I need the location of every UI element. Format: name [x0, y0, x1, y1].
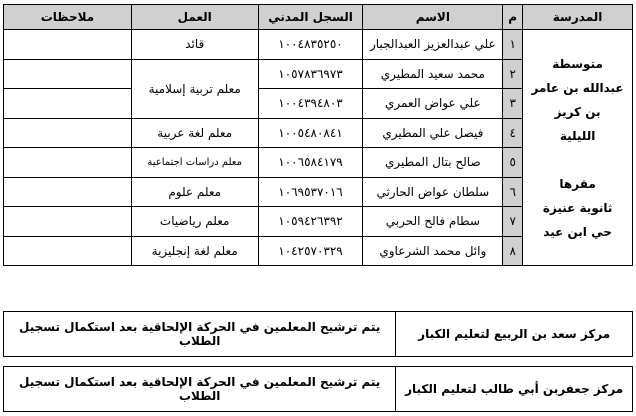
job-title: قائد	[131, 30, 258, 60]
civil-id: ١٠٠٥٤٨٠٨٤١	[258, 118, 363, 148]
center-row	[4, 312, 633, 357]
header-job: العمل	[131, 5, 258, 30]
row-number: ٣	[503, 89, 523, 119]
school-line: مقرها	[559, 176, 596, 191]
job-title: معلم تربية إسلامية	[131, 59, 258, 118]
center-name: مركز سعد بن الربيع لتعليم الكبار	[396, 312, 633, 357]
civil-id: ١٠٠٤٨٣٥٢٥٠	[258, 30, 363, 60]
header-school: المدرسة	[523, 5, 633, 30]
school-line: بن كريز	[554, 104, 601, 119]
row-number: ٥	[503, 148, 523, 178]
notes-cell	[4, 236, 132, 266]
center-name: مركز جعفربن أبي طالب لتعليم الكبار	[396, 367, 633, 412]
header-row	[4, 5, 633, 30]
school-cell	[523, 30, 633, 266]
school-line: متوسطة	[552, 56, 603, 71]
notes-cell	[4, 30, 132, 60]
civil-id: ١٠٠٤٣٩٤٨٠٣	[258, 89, 363, 119]
notes-cell	[4, 148, 132, 178]
staff-name: فيصل علي المطيري	[363, 118, 503, 148]
header-civil-id: السجل المدني	[258, 5, 363, 30]
staff-name: علي عواض العمري	[363, 89, 503, 119]
header-num: م	[503, 5, 523, 30]
civil-id: ١٠٥٩٤٢٦٣٩٢	[258, 207, 363, 237]
job-title: معلم دراسات اجتماعية	[131, 148, 258, 178]
row-number: ١	[503, 30, 523, 60]
center-row	[4, 367, 633, 412]
civil-id: ١٠٦٩٥٣٧٠١٦	[258, 177, 363, 207]
school-line: الليلية	[559, 128, 596, 143]
job-title: معلم لغة إنجليزية	[131, 236, 258, 266]
notes-cell	[4, 177, 132, 207]
header-name: الاسم	[363, 5, 503, 30]
row-number: ٢	[503, 59, 523, 89]
row-number: ٤	[503, 118, 523, 148]
staff-name: سلطان عواض الحارثي	[363, 177, 503, 207]
row-number: ٧	[503, 207, 523, 237]
job-title: معلم رياضيات	[131, 207, 258, 237]
civil-id: ١٠٤٢٥٧٠٣٢٩	[258, 236, 363, 266]
adult-education-center-table	[3, 366, 633, 412]
row-number: ٦	[503, 177, 523, 207]
staff-name: علي عبدالعزيز العبدالجبار	[363, 30, 503, 60]
school-gap	[523, 148, 632, 172]
center-note: يتم ترشيح المعلمين في الحركة الإلحاقية بعد استكمال تسجيل الطلاب	[4, 312, 396, 357]
staff-name: صالح بتال المطيري	[363, 148, 503, 178]
header-notes: ملاحظات	[4, 5, 132, 30]
civil-id: ١٠٥٧٨٣٦٩٧٣	[258, 59, 363, 89]
school-line: حي ابن عيد	[543, 224, 612, 239]
staff-name: محمد سعيد المطيري	[363, 59, 503, 89]
notes-cell	[4, 59, 132, 89]
job-title: معلم علوم	[131, 177, 258, 207]
staff-table	[3, 4, 633, 266]
staff-name: سطام فالح الحربي	[363, 207, 503, 237]
row-number: ٨	[503, 236, 523, 266]
notes-cell	[4, 118, 132, 148]
school-line: ثانوية عنيزة	[542, 200, 613, 215]
center-note: يتم ترشيح المعلمين في الحركة الإلحاقية بعد استكمال تسجيل الطلاب	[4, 367, 396, 412]
school-line: عبدالله بن عامر	[531, 80, 624, 95]
notes-cell	[4, 207, 132, 237]
table-row	[4, 30, 633, 60]
staff-name: وائل محمد الشرعاوي	[363, 236, 503, 266]
civil-id: ١٠٠٦٥٨٤١٧٩	[258, 148, 363, 178]
job-title: معلم لغة عربية	[131, 118, 258, 148]
adult-education-center-table	[3, 311, 633, 357]
notes-cell	[4, 89, 132, 119]
